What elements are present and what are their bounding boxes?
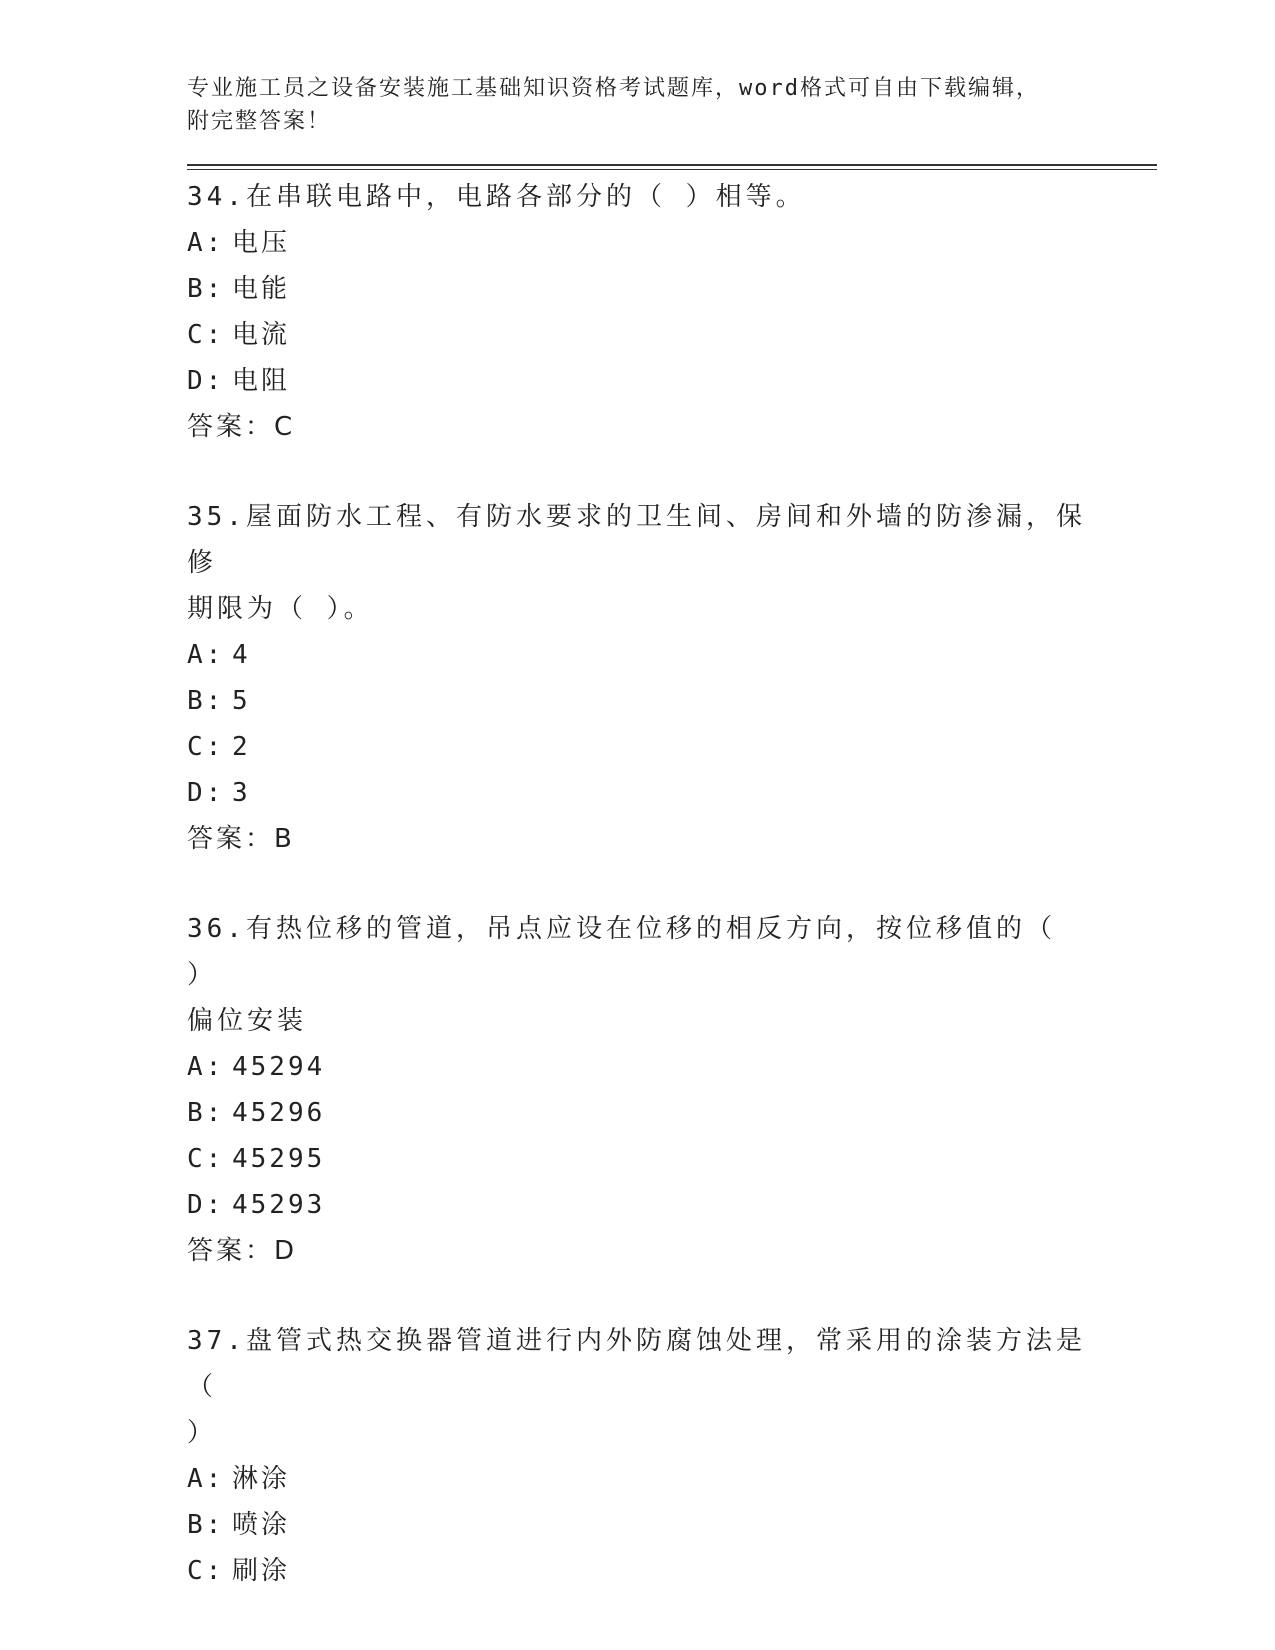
header-line-2: 附完整答案！ <box>187 109 332 134</box>
answer: 答案：B <box>187 824 295 854</box>
option-text: 45295 <box>232 1144 326 1174</box>
answer: 答案：D <box>187 1236 298 1266</box>
option-label: C: <box>187 732 225 762</box>
option-a <box>187 1044 1157 1090</box>
option-text: 电流 <box>232 320 291 350</box>
option-label: D: <box>187 366 225 396</box>
option-label: B: <box>187 1510 225 1540</box>
option-a <box>187 632 1157 678</box>
option-text: 3 <box>232 778 251 808</box>
option-d <box>187 1182 1157 1228</box>
question-stem-line: 34.在串联电路中，电路各部分的（ ）相等。 <box>187 182 806 212</box>
document-page <box>187 72 1157 1594</box>
option-label: A: <box>187 1464 225 1494</box>
option-text: 4 <box>232 640 251 670</box>
option-b <box>187 1090 1157 1136</box>
option-text: 喷涂 <box>232 1510 291 1540</box>
question-stem-line: 期限为（ ）。 <box>187 594 374 624</box>
option-text: 电阻 <box>232 366 291 396</box>
question-stem <box>187 906 1087 1044</box>
option-text: 电能 <box>232 274 291 304</box>
option-b <box>187 266 1157 312</box>
option-label: A: <box>187 1052 225 1082</box>
option-label: C: <box>187 1556 225 1586</box>
option-label: C: <box>187 1144 225 1174</box>
option-d <box>187 358 1157 404</box>
option-text: 淋涂 <box>232 1464 291 1494</box>
question-stem <box>187 174 1087 220</box>
option-text: 刷涂 <box>232 1556 291 1586</box>
option-a <box>187 220 1157 266</box>
option-c <box>187 1548 1157 1594</box>
answer: 答案：C <box>187 412 296 442</box>
option-d <box>187 770 1157 816</box>
header-line-1: 专业施工员之设备安装施工基础知识资格考试题库，word格式可自由下载编辑， <box>187 76 1040 101</box>
question-35 <box>187 494 1157 862</box>
question-37 <box>187 1318 1157 1594</box>
option-b <box>187 1502 1157 1548</box>
option-b <box>187 678 1157 724</box>
question-stem-line: 37.盘管式热交换器管道进行内外防腐蚀处理，常采用的涂装方法是（ <box>187 1326 1086 1402</box>
option-text: 45296 <box>232 1098 326 1128</box>
question-stem-line: 36.有热位移的管道，吊点应设在位移的相反方向，按位移值的（ ） <box>187 914 1056 990</box>
question-stem <box>187 494 1087 632</box>
option-c <box>187 724 1157 770</box>
option-label: B: <box>187 274 225 304</box>
option-label: A: <box>187 640 225 670</box>
option-text: 5 <box>232 686 251 716</box>
option-label: B: <box>187 686 225 716</box>
header-divider <box>187 164 1157 170</box>
option-text: 45293 <box>232 1190 326 1220</box>
option-text: 2 <box>232 732 251 762</box>
option-label: C: <box>187 320 225 350</box>
question-stem-line: 偏位安装 <box>187 1006 308 1036</box>
option-text: 45294 <box>232 1052 326 1082</box>
option-c <box>187 1136 1157 1182</box>
option-label: A: <box>187 228 225 258</box>
option-text: 电压 <box>232 228 291 258</box>
option-c <box>187 312 1157 358</box>
option-label: D: <box>187 1190 225 1220</box>
document-header <box>187 72 1067 138</box>
question-34 <box>187 174 1157 450</box>
question-36 <box>187 906 1157 1274</box>
question-stem <box>187 1318 1087 1456</box>
option-label: B: <box>187 1098 225 1128</box>
option-label: D: <box>187 778 225 808</box>
option-a <box>187 1456 1157 1502</box>
question-stem-line: 35.屋面防水工程、有防水要求的卫生间、房间和外墙的防渗漏，保修 <box>187 502 1086 578</box>
question-stem-line: ） <box>187 1418 218 1448</box>
